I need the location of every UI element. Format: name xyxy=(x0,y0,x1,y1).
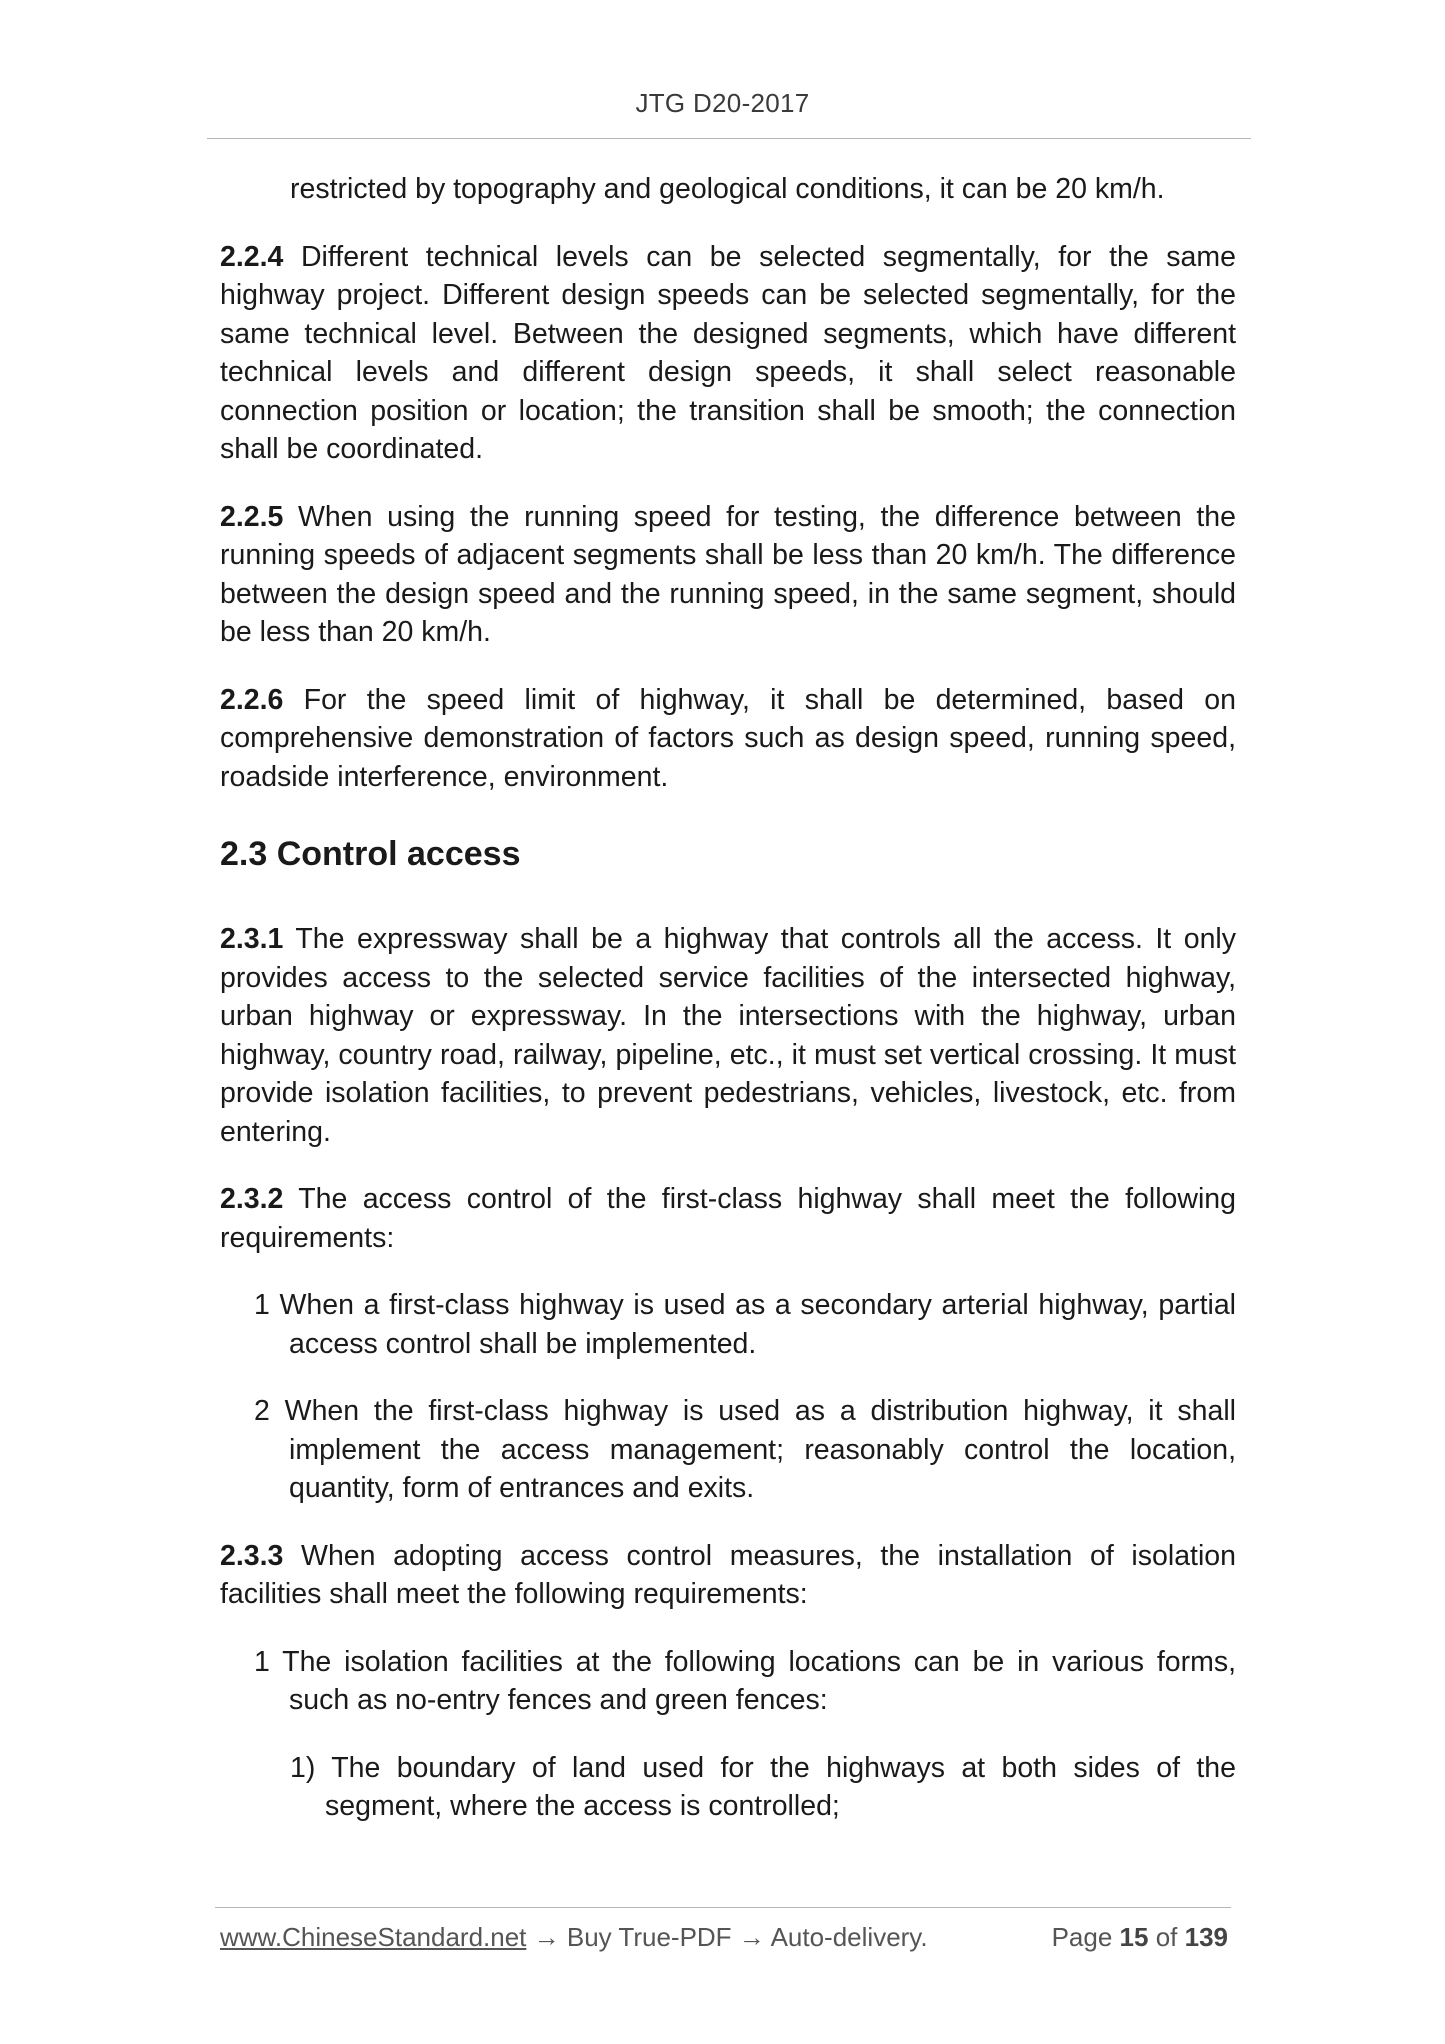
page-current: 15 xyxy=(1119,1922,1149,1952)
clause-number: 2.3.2 xyxy=(220,1183,284,1215)
clause-text: When using the running speed for testing, the difference between the running speeds of adjacent segments shall be less than 20 km/h. The difference between the design speed and the running speed, in the same segment, should be less than 20 km/h. xyxy=(220,500,1236,648)
clause-number: 2.2.4 xyxy=(220,240,284,273)
page-label: Page xyxy=(1051,1922,1113,1952)
of-label: of xyxy=(1155,1922,1178,1952)
header-divider xyxy=(207,138,1251,139)
clause-number: 2.3.3 xyxy=(220,1539,284,1572)
clause-2-2-4 xyxy=(220,238,1236,469)
clause-number: 2.2.5 xyxy=(220,500,284,533)
document-body xyxy=(220,170,1236,1855)
page-footer xyxy=(220,1922,1236,1953)
clause-text: For the speed limit of highway, it shall be determined, based on comprehensive demonstration of factors such as design speed, running speed, roadside interference, environment. xyxy=(220,683,1236,793)
page-header: JTG D20-2017 xyxy=(635,88,810,118)
list-item: 2 When the first-class highway is used as a distribution highway, it shall implement the access management; reasonably control the location, quantity, form of entrances and exits. xyxy=(254,1395,1236,1504)
list-item: 1 When a first-class highway is used as a secondary arterial highway, partial access control shall be implemented. xyxy=(254,1289,1236,1360)
site-link[interactable]: www.ChineseStandard.net xyxy=(220,1922,527,1952)
clause-text: Different technical levels can be selected segmentally, for the same highway project. Different design speeds can be selected segmentally, for the same technical level. Between the designed segments, which have different technical levels and different design speeds, it shall select reasonable connection position or location; the transition shall be smooth; the connection shall be coordinated. xyxy=(220,240,1236,465)
clause-2-3-3 xyxy=(220,1537,1236,1614)
clause-text: When adopting access control measures, the installation of isolation facilities shall meet the following requirements: xyxy=(220,1539,1236,1610)
clause-number: 2.2.6 xyxy=(220,683,284,716)
clause-number: 2.3.1 xyxy=(220,923,284,955)
clause-2-2-5 xyxy=(220,498,1236,652)
clause-text: The expressway shall be a highway that controls all the access. It only provides access to the selected service facilities of the intersected highway, urban highway or expressway. In the intersections with the highway, urban highway, country road, railway, pipeline, etc., it must set vertical crossing. It must provide isolation facilities, to prevent pedestrians, vehicles, livestock, etc. from entering. xyxy=(220,923,1236,1148)
footer-tagline: → Buy True-PDF → Auto-delivery. xyxy=(526,1922,928,1952)
list-item: 1 The isolation facilities at the following locations can be in various forms, such as no-entry fences and green fences: xyxy=(254,1645,1236,1716)
clause-2-3-2 xyxy=(220,1180,1236,1257)
paragraph-continuation: restricted by topography and geological conditions, it can be 20 km/h. xyxy=(290,173,1165,205)
page-total: 139 xyxy=(1184,1922,1228,1952)
clause-text: The access control of the first-class highway shall meet the following requirements: xyxy=(220,1183,1236,1254)
section-heading: 2.3 Control access xyxy=(220,835,521,873)
clause-2-3-1 xyxy=(220,920,1236,1151)
sub-list-item: 1) The boundary of land used for the highways at both sides of the segment, where the access is controlled; xyxy=(290,1751,1236,1822)
footer-divider xyxy=(215,1907,1231,1908)
clause-2-2-6 xyxy=(220,681,1236,797)
page-counter xyxy=(1052,1922,1228,1953)
